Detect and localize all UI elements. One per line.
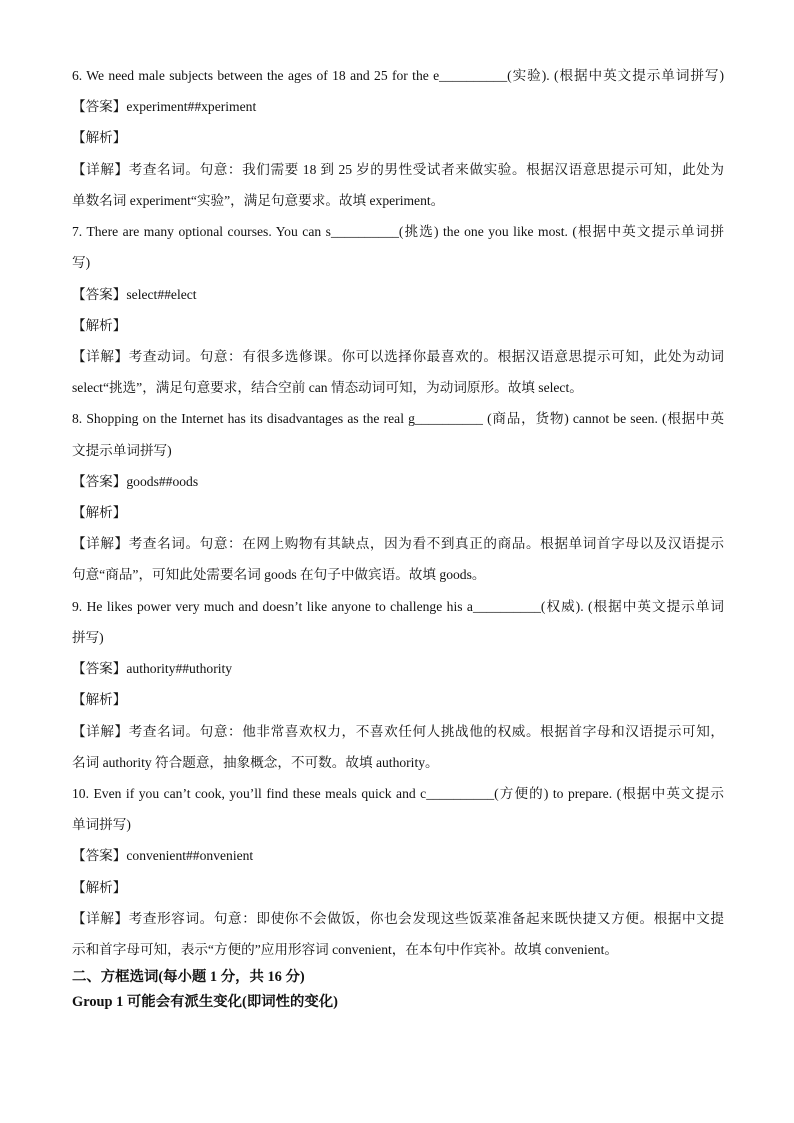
question-6-detail-line-2: 单数名词 experiment“实验”，满足句意要求。故填 experiment。 (72, 193, 445, 208)
question-10-analysis-label: 【解析】 (72, 880, 127, 896)
detail-text: 考查名词。句意：他非常喜欢权力，不喜欢任何人挑战他的权威。根据首字母和汉语提示可知， (128, 724, 724, 739)
detail-label: 【详解】 (72, 724, 129, 740)
question-10-detail-line-1 (72, 909, 724, 929)
detail-label: 【详解】 (72, 536, 129, 552)
question-7-answer (72, 285, 724, 305)
detail-text: 考查名词。句意：我们需要 18 到 25 岁的男性受试者来做实验。根据汉语意思提示可知，此处为 (128, 162, 725, 177)
question-7-detail-line-2: select“挑选”，满足句意要求，结合空前 can 情态动词可知，为动词原形。故填 select。 (72, 380, 583, 395)
question-6-answer (72, 97, 724, 117)
detail-label: 【详解】 (72, 349, 129, 365)
question-10-stem-line-2: 单词拼写) (72, 817, 131, 832)
detail-text: 考查动词。句意：有很多选修课。你可以选择你最喜欢的。根据汉语意思提示可知，此处为动词 (128, 349, 724, 364)
detail-label: 【详解】 (72, 162, 129, 178)
question-7-stem-line-2: 写) (72, 255, 91, 270)
detail-text: 考查形容词。句意：即使你不会做饭，你也会发现这些饭菜准备起来既快捷又方便。根据中文提 (128, 911, 724, 926)
question-10-answer (72, 846, 724, 866)
question-9-stem-line-1: 9. He likes power very much and doesn’t like anyone to challenge his a__________(权威). (根据中英文提示单词 (72, 599, 724, 614)
question-10-stem-line-1: 10. Even if you can’t cook, you’ll find these meals quick and c__________(方便的) to prepare. (根据中英文提示 (72, 786, 724, 801)
question-8-stem-line-2: 文提示单词拼写) (72, 443, 172, 458)
question-9-stem-line-2: 拼写) (72, 630, 104, 645)
question-9-detail-line-1 (72, 722, 724, 742)
question-6-analysis-label: 【解析】 (72, 130, 127, 146)
question-7-analysis-label: 【解析】 (72, 318, 127, 334)
answer-label: 【答案】 (72, 661, 127, 677)
question-8-detail-line-1 (72, 534, 724, 554)
answer-text: goods##oods (126, 474, 199, 489)
question-9-detail-line-2: 名词 authority 符合题意，抽象概念，不可数。故填 authority。 (72, 755, 439, 770)
question-9-analysis-label: 【解析】 (72, 692, 127, 708)
group-title: Group 1 可能会有派生变化(即词性的变化) (72, 994, 338, 1010)
question-8-answer (72, 472, 724, 492)
answer-text: experiment##xperiment (126, 99, 257, 114)
question-8-analysis-label: 【解析】 (72, 505, 127, 521)
answer-text: authority##uthority (126, 661, 233, 676)
question-6-detail-line-1 (72, 160, 724, 180)
answer-label: 【答案】 (72, 848, 127, 864)
question-8-detail-line-2: 句意“商品”，可知此处需要名词 goods 在句子中做宾语。故填 goods。 (72, 567, 486, 582)
question-8-stem-line-1: 8. Shopping on the Internet has its disadvantages as the real g__________ (商品，货物) cannot be seen. (根据中英 (72, 411, 724, 426)
answer-label: 【答案】 (72, 474, 127, 490)
answer-label: 【答案】 (72, 99, 127, 115)
section-title: 二、方框选词(每小题 1 分，共 16 分) (72, 969, 305, 985)
question-7-detail-line-1 (72, 347, 724, 367)
question-10-detail-line-2: 示和首字母可知，表示“方便的”应用形容词 convenient，在本句中作宾补。故填 convenient。 (72, 942, 618, 957)
question-9-answer (72, 659, 724, 679)
answer-text: select##elect (126, 287, 197, 302)
answer-label: 【答案】 (72, 287, 127, 303)
question-7-stem-line-1: 7. There are many optional courses. You can s__________(挑选) the one you like most. (根据中英文提示单词拼 (72, 224, 724, 239)
answer-text: convenient##onvenient (126, 848, 254, 863)
detail-text: 考查名词。句意：在网上购物有其缺点，因为看不到真正的商品。根据单词首字母以及汉语提示 (128, 536, 724, 551)
detail-label: 【详解】 (72, 911, 129, 927)
question-6-stem-line-1: 6. We need male subjects between the ages of 18 and 25 for the e__________(实验). (根据中英文提示单词拼写) (72, 68, 724, 83)
